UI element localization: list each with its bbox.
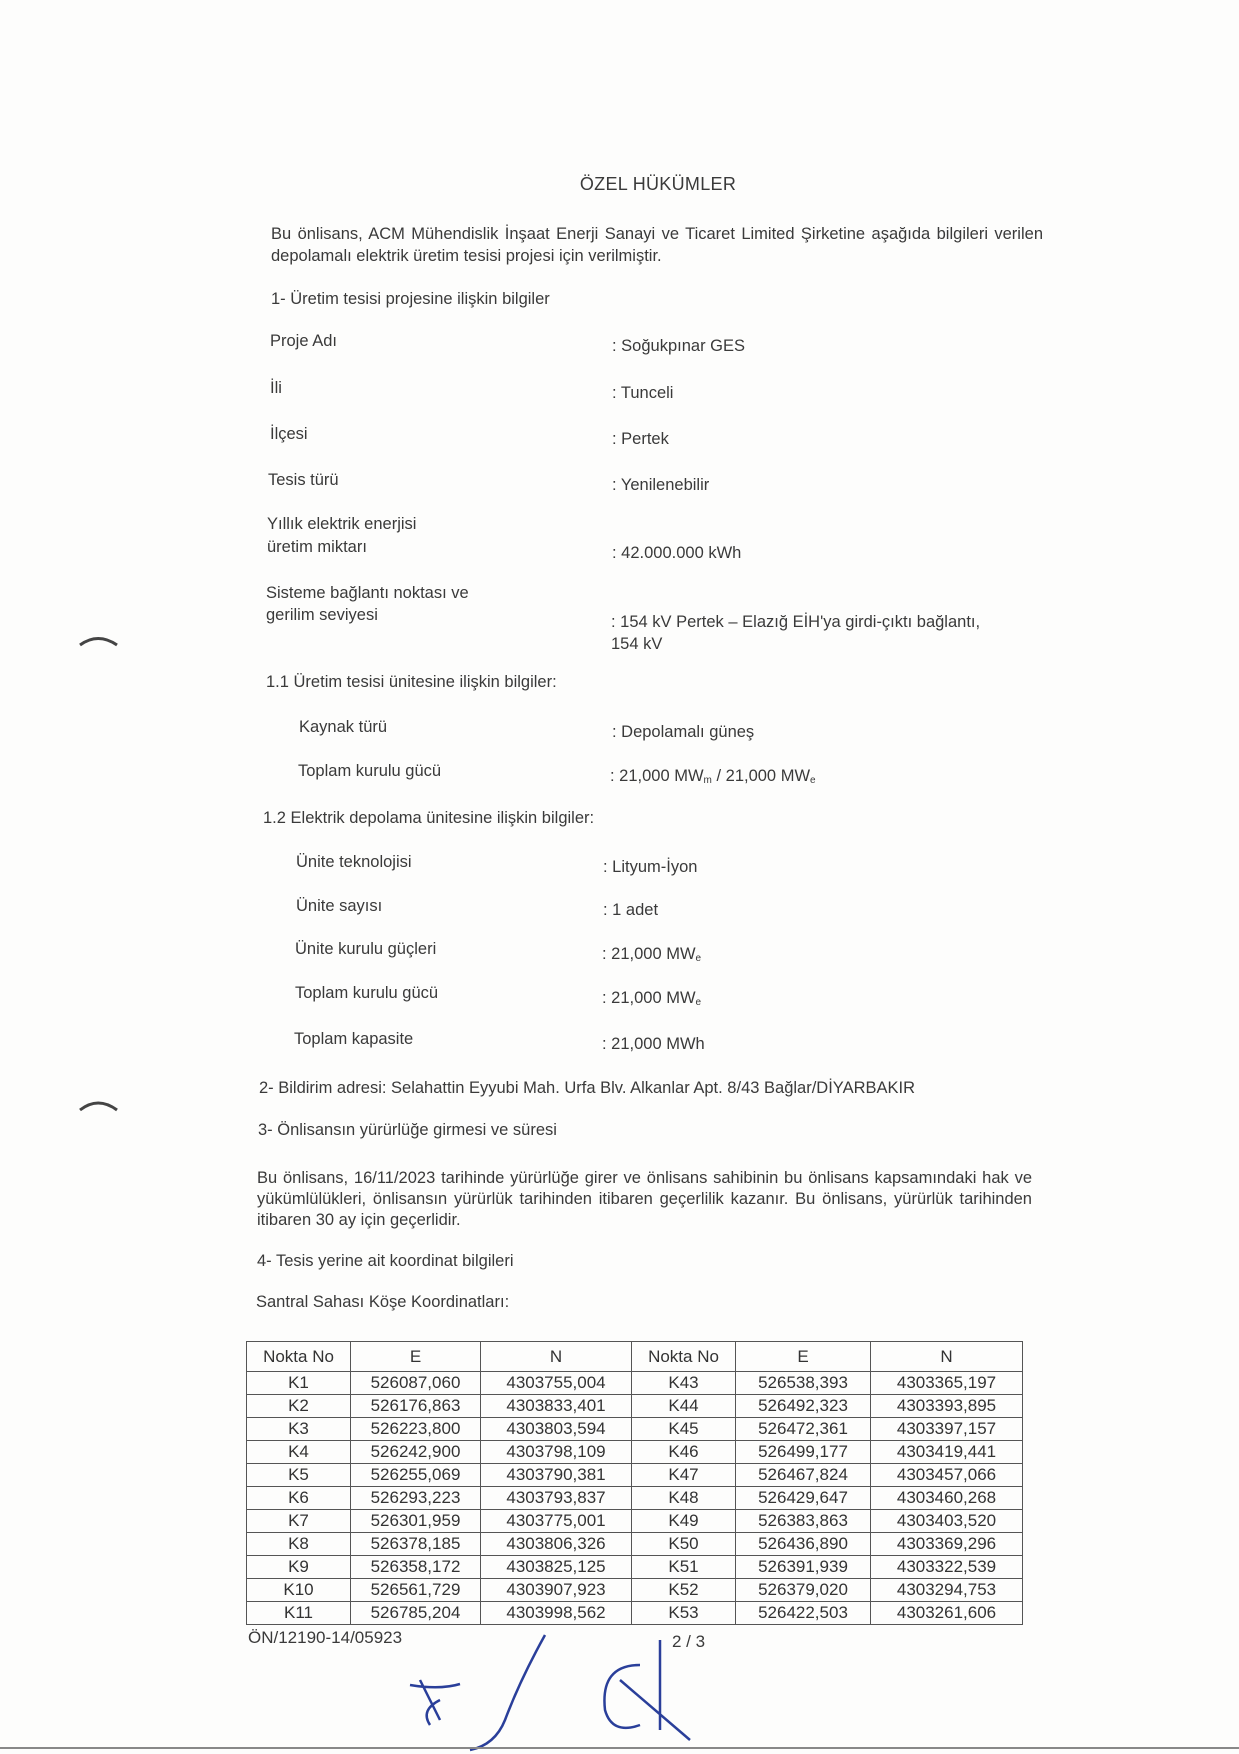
column-header: Nokta No: [247, 1342, 351, 1372]
table-cell: 4303825,125: [481, 1556, 632, 1579]
section4-heading: 4- Tesis yerine ait koordinat bilgileri: [257, 1252, 514, 1270]
subscript: e: [810, 775, 816, 786]
table-cell: 4303790,381: [481, 1464, 632, 1487]
scan-mark: [80, 639, 117, 646]
table-cell: 4303460,268: [871, 1487, 1023, 1510]
subscript: e: [695, 953, 702, 964]
table-cell: 526467,824: [736, 1464, 871, 1487]
value: : Depolamalı güneş: [612, 723, 755, 741]
section1-2-heading: 1.2 Elektrik depolama ünitesine ilişkin bilgiler:: [263, 809, 595, 827]
label: Kaynak türü: [299, 718, 388, 736]
table-cell: 526785,204: [351, 1602, 481, 1625]
table-cell: 4303403,520: [871, 1510, 1023, 1533]
value: : Yenilenebilir: [612, 476, 710, 494]
page-number: 2 / 3: [672, 1632, 706, 1651]
table-cell: K51: [632, 1556, 736, 1579]
subscript: m: [703, 775, 712, 786]
label: Sisteme bağlantı noktası ve: [266, 584, 469, 602]
table-cell: K3: [247, 1418, 351, 1441]
table-cell: 4303755,004: [481, 1372, 632, 1395]
table-cell: 4303793,837: [481, 1487, 632, 1510]
table-cell: 4303369,296: [871, 1533, 1023, 1556]
table-cell: K5: [247, 1464, 351, 1487]
table-cell: 4303806,326: [481, 1533, 632, 1556]
label: gerilim seviyesi: [266, 606, 378, 624]
table-cell: 4303775,001: [481, 1510, 632, 1533]
table-cell: 526391,939: [736, 1556, 871, 1579]
intro-paragraph: Bu önlisans, ACM Mühendislik İnşaat Enerji Sanayi ve Ticaret Limited Şirketine aşağıda bilgileri verilen depolamalı elektrik üretim tesisi projesi için verilmiştir.: [271, 225, 1043, 265]
table-cell: 526436,890: [736, 1533, 871, 1556]
label: Tesis türü: [268, 471, 339, 489]
table-cell: K4: [247, 1441, 351, 1464]
section3-heading: 3- Önlisansın yürürlüğe girmesi ve süresi: [258, 1121, 557, 1139]
column-header: N: [481, 1342, 632, 1372]
table-cell: 526499,177: [736, 1441, 871, 1464]
signature: [410, 1635, 690, 1750]
label: Yıllık elektrik enerjisi: [267, 515, 417, 533]
table-cell: 4303457,066: [871, 1464, 1023, 1487]
table-cell: 526422,503: [736, 1602, 871, 1625]
table-cell: K43: [632, 1372, 736, 1395]
section1-heading: 1- Üretim tesisi projesine ilişkin bilgiler: [271, 290, 550, 308]
value-part: : 21,000 MW: [602, 945, 696, 963]
value: : 42.000.000 kWh: [612, 544, 742, 562]
table-cell: K47: [632, 1464, 736, 1487]
table-cell: 526358,172: [351, 1556, 481, 1579]
table-cell: 526429,647: [736, 1487, 871, 1510]
table-cell: 4303261,606: [871, 1602, 1023, 1625]
document-number: ÖN/12190-14/05923: [248, 1628, 403, 1647]
value: : 1 adet: [603, 901, 659, 919]
table-cell: K45: [632, 1418, 736, 1441]
value: : Pertek: [612, 430, 669, 448]
table-cell: 4303365,197: [871, 1372, 1023, 1395]
label: Toplam kapasite: [294, 1030, 414, 1048]
value-part: : 21,000 MW: [610, 767, 704, 785]
table-cell: K53: [632, 1602, 736, 1625]
table-cell: 526293,223: [351, 1487, 481, 1510]
section1-1-heading: 1.1 Üretim tesisi ünitesine ilişkin bilgiler:: [266, 673, 557, 691]
table-cell: K8: [247, 1533, 351, 1556]
table-cell: K49: [632, 1510, 736, 1533]
table-cell: 4303907,923: [481, 1579, 632, 1602]
table-cell: K2: [247, 1395, 351, 1418]
table-cell: K46: [632, 1441, 736, 1464]
value-part: / 21,000 MW: [711, 767, 811, 785]
value: : Soğukpınar GES: [612, 337, 745, 355]
table-cell: 4303294,753: [871, 1579, 1023, 1602]
table-cell: 526087,060: [351, 1372, 481, 1395]
table-cell: 526561,729: [351, 1579, 481, 1602]
table-cell: K52: [632, 1579, 736, 1602]
label: Ünite kurulu güçleri: [295, 940, 437, 958]
label: Proje Adı: [270, 332, 337, 350]
table-cell: 526492,323: [736, 1395, 871, 1418]
scan-mark: [80, 1103, 117, 1110]
value-part: : 21,000 MW: [602, 989, 696, 1007]
subscript: e: [695, 997, 702, 1008]
label: üretim miktarı: [267, 538, 367, 556]
value: 154 kV: [611, 635, 663, 653]
column-header: Nokta No: [632, 1342, 736, 1372]
section4-subheading: Santral Sahası Köşe Koordinatları:: [256, 1293, 510, 1311]
table-cell: K44: [632, 1395, 736, 1418]
value: : 154 kV Pertek – Elazığ EİH'ya girdi-çıktı bağlantı,: [611, 613, 981, 631]
table-cell: 526538,393: [736, 1372, 871, 1395]
table-cell: 526223,800: [351, 1418, 481, 1441]
table-cell: 4303998,562: [481, 1602, 632, 1625]
table-cell: 526472,361: [736, 1418, 871, 1441]
table-cell: 4303833,401: [481, 1395, 632, 1418]
table-cell: 4303798,109: [481, 1441, 632, 1464]
page-title: ÖZEL HÜKÜMLER: [579, 174, 737, 194]
table-cell: K9: [247, 1556, 351, 1579]
table-cell: K11: [247, 1602, 351, 1625]
table-cell: 4303803,594: [481, 1418, 632, 1441]
label: Toplam kurulu gücü: [298, 762, 442, 780]
label: İlçesi: [270, 425, 308, 443]
table-cell: 526379,020: [736, 1579, 871, 1602]
label: Ünite sayısı: [296, 897, 383, 915]
table-cell: 4303397,157: [871, 1418, 1023, 1441]
table-cell: 526255,069: [351, 1464, 481, 1487]
section2-address: 2- Bildirim adresi: Selahattin Eyyubi Mah. Urfa Blv. Alkanlar Apt. 8/43 Bağlar/DİYARBAKIR: [259, 1079, 916, 1097]
table-cell: 4303393,895: [871, 1395, 1023, 1418]
table-cell: K10: [247, 1579, 351, 1602]
section3-text: Bu önlisans, 16/11/2023 tarihinde yürürlüğe girer ve önlisans sahibinin bu önlisans kapsamındaki hak ve yükümlülükleri, önlisansın yürürlük tarihinden itibaren geçerlilik kazanır. Bu önlisans, yürürlük tarihinden itibaren 30 ay için geçerlidir.: [257, 1169, 1032, 1229]
table-cell: K7: [247, 1510, 351, 1533]
column-header: E: [736, 1342, 871, 1372]
table-cell: 526378,185: [351, 1533, 481, 1556]
table-cell: K48: [632, 1487, 736, 1510]
value: : Lityum-İyon: [603, 858, 698, 876]
column-header: N: [871, 1342, 1023, 1372]
column-header: E: [351, 1342, 481, 1372]
table-cell: K50: [632, 1533, 736, 1556]
table-cell: K1: [247, 1372, 351, 1395]
table-cell: 4303419,441: [871, 1441, 1023, 1464]
value: : 21,000 MWh: [602, 1035, 705, 1053]
table-cell: 526301,959: [351, 1510, 481, 1533]
value: : Tunceli: [612, 384, 674, 402]
label: Toplam kurulu gücü: [295, 984, 439, 1002]
table-cell: K6: [247, 1487, 351, 1510]
table-cell: 526383,863: [736, 1510, 871, 1533]
table-cell: 526242,900: [351, 1441, 481, 1464]
table-cell: 526176,863: [351, 1395, 481, 1418]
label: İli: [270, 379, 282, 397]
label: Ünite teknolojisi: [296, 853, 412, 871]
table-cell: 4303322,539: [871, 1556, 1023, 1579]
